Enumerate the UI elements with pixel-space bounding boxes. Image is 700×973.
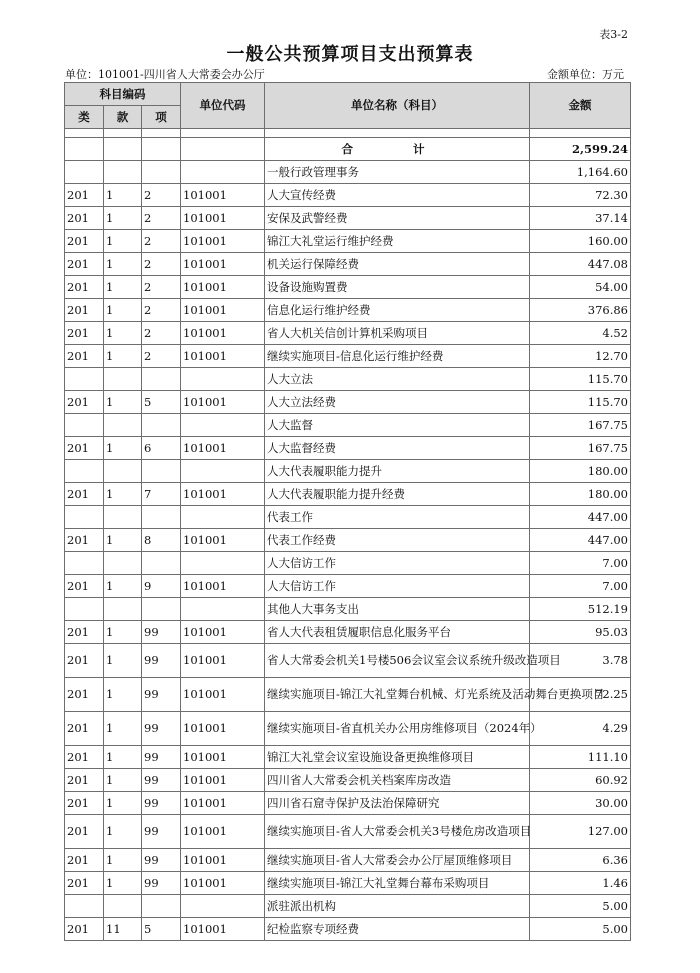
unit-name-cell: 继续实施项目-信息化运行维护经费 xyxy=(265,345,530,368)
lei-cell: 201 xyxy=(65,792,104,815)
lei-cell: 201 xyxy=(65,299,104,322)
lei-cell xyxy=(65,552,104,575)
amount-cell: 127.00 xyxy=(530,815,631,849)
kuan-cell: 1 xyxy=(104,792,142,815)
xiang-cell: 99 xyxy=(142,769,181,792)
table-row xyxy=(65,184,631,207)
table-row xyxy=(65,345,631,368)
unit-code-cell: 101001 xyxy=(181,918,265,941)
currency-unit: 金额单位：万元 xyxy=(547,68,624,81)
xiang-cell: 6 xyxy=(142,437,181,460)
unit-code-cell: 101001 xyxy=(181,322,265,345)
xiang-cell xyxy=(142,552,181,575)
budget-table xyxy=(64,82,631,941)
table-row xyxy=(65,322,631,345)
kuan-cell: 1 xyxy=(104,299,142,322)
unit-code-cell: 101001 xyxy=(181,769,265,792)
xiang-cell: 99 xyxy=(142,792,181,815)
lei-cell: 201 xyxy=(65,276,104,299)
lei-cell: 201 xyxy=(65,644,104,678)
unit-name-cell: 锦江大礼堂会议室设施设备更换维修项目 xyxy=(265,746,530,769)
unit-name-cell: 继续实施项目-锦江大礼堂舞台机械、灯光系统及活动舞台更换项目 xyxy=(265,678,530,712)
amount-cell: 60.92 xyxy=(530,769,631,792)
total-label: 合 计 xyxy=(265,138,530,161)
kuan-cell xyxy=(104,368,142,391)
total-row xyxy=(65,138,631,161)
table-row xyxy=(65,678,631,712)
xiang-cell: 99 xyxy=(142,644,181,678)
unit-code-cell: 101001 xyxy=(181,644,265,678)
xiang-cell: 2 xyxy=(142,322,181,345)
unit-name-cell: 人大信访工作 xyxy=(265,552,530,575)
kuan-cell xyxy=(104,598,142,621)
lei-cell xyxy=(65,598,104,621)
reporting-unit: 单位：101001-四川省人大常委会办公厅 xyxy=(65,68,265,81)
table-row xyxy=(65,769,631,792)
unit-name-cell: 纪检监察专项经费 xyxy=(265,918,530,941)
table-row xyxy=(65,712,631,746)
page-title: 一般公共预算项目支出预算表 xyxy=(226,44,474,65)
lei-header: 类 xyxy=(65,106,104,129)
unit-name-cell: 继续实施项目-锦江大礼堂舞台幕布采购项目 xyxy=(265,872,530,895)
lei-cell: 201 xyxy=(65,918,104,941)
kuan-cell: 1 xyxy=(104,207,142,230)
amount-cell: 111.10 xyxy=(530,746,631,769)
table-row xyxy=(65,506,631,529)
kuan-cell: 1 xyxy=(104,815,142,849)
xiang-cell: 8 xyxy=(142,529,181,552)
unit-name-cell: 人大代表履职能力提升经费 xyxy=(265,483,530,506)
kuan-cell: 1 xyxy=(104,529,142,552)
unit-code-cell xyxy=(181,161,265,184)
unit-code-cell: 101001 xyxy=(181,230,265,253)
unit-code-cell: 101001 xyxy=(181,792,265,815)
kuan-cell: 1 xyxy=(104,746,142,769)
amount-cell: 115.70 xyxy=(530,368,631,391)
table-body xyxy=(65,129,631,941)
unit-code-cell: 101001 xyxy=(181,529,265,552)
amount-cell: 1,164.60 xyxy=(530,161,631,184)
unit-code-cell xyxy=(181,895,265,918)
table-row xyxy=(65,552,631,575)
lei-cell: 201 xyxy=(65,253,104,276)
kuan-cell: 1 xyxy=(104,230,142,253)
lei-cell: 201 xyxy=(65,678,104,712)
unit-name-cell: 省人大常委会机关1号楼506会议室会议系统升级改造项目 xyxy=(265,644,530,678)
unit-name-cell: 省人大代表租赁履职信息化服务平台 xyxy=(265,621,530,644)
unit-name-cell: 一般行政管理事务 xyxy=(265,161,530,184)
lei-cell: 201 xyxy=(65,345,104,368)
xiang-cell: 9 xyxy=(142,575,181,598)
unit-name-cell: 人大立法经费 xyxy=(265,391,530,414)
kuan-cell: 1 xyxy=(104,644,142,678)
unit-name-cell: 四川省人大常委会机关档案库房改造 xyxy=(265,769,530,792)
unit-code-cell: 101001 xyxy=(181,299,265,322)
xiang-cell: 2 xyxy=(142,299,181,322)
kuan-cell: 1 xyxy=(104,678,142,712)
unit-code-cell xyxy=(181,414,265,437)
amount-cell: 5.00 xyxy=(530,895,631,918)
table-row xyxy=(65,815,631,849)
unit-code-cell xyxy=(181,552,265,575)
unit-name-cell: 信息化运行维护经费 xyxy=(265,299,530,322)
lei-cell: 201 xyxy=(65,872,104,895)
unit-code-cell xyxy=(181,368,265,391)
table-row xyxy=(65,207,631,230)
xiang-cell: 99 xyxy=(142,872,181,895)
lei-cell: 201 xyxy=(65,815,104,849)
table-row xyxy=(65,391,631,414)
amount-cell: 376.86 xyxy=(530,299,631,322)
unit-name-cell: 继续实施项目-省人大常委会机关3号楼危房改造项目 xyxy=(265,815,530,849)
lei-cell xyxy=(65,460,104,483)
xiang-cell xyxy=(142,161,181,184)
xiang-cell xyxy=(142,598,181,621)
unit-name-header: 单位名称（科目） xyxy=(265,83,530,129)
xiang-cell: 5 xyxy=(142,391,181,414)
table-row xyxy=(65,792,631,815)
amount-cell: 512.19 xyxy=(530,598,631,621)
table-row xyxy=(65,621,631,644)
kuan-cell: 1 xyxy=(104,322,142,345)
xiang-header: 项 xyxy=(142,106,181,129)
table-row xyxy=(65,230,631,253)
unit-name-cell: 人大信访工作 xyxy=(265,575,530,598)
lei-cell: 201 xyxy=(65,769,104,792)
unit-code-cell: 101001 xyxy=(181,184,265,207)
lei-cell: 201 xyxy=(65,184,104,207)
lei-cell: 201 xyxy=(65,712,104,746)
kuan-cell: 1 xyxy=(104,184,142,207)
lei-cell xyxy=(65,506,104,529)
unit-name-cell: 机关运行保障经费 xyxy=(265,253,530,276)
amount-cell: 167.75 xyxy=(530,414,631,437)
unit-code-cell: 101001 xyxy=(181,678,265,712)
xiang-cell: 5 xyxy=(142,918,181,941)
lei-cell: 201 xyxy=(65,621,104,644)
amount-cell: 72.30 xyxy=(530,184,631,207)
table-row xyxy=(65,529,631,552)
unit-code-cell: 101001 xyxy=(181,621,265,644)
amount-cell: 1.46 xyxy=(530,872,631,895)
lei-cell: 201 xyxy=(65,322,104,345)
lei-cell: 201 xyxy=(65,575,104,598)
table-row xyxy=(65,437,631,460)
unit-name-cell: 继续实施项目-省直机关办公用房维修项目（2024年） xyxy=(265,712,530,746)
unit-name-cell: 代表工作经费 xyxy=(265,529,530,552)
xiang-cell xyxy=(142,460,181,483)
amount-header: 金额 xyxy=(530,83,631,129)
unit-code-cell: 101001 xyxy=(181,207,265,230)
unit-name-cell: 省人大机关信创计算机采购项目 xyxy=(265,322,530,345)
kuan-cell: 1 xyxy=(104,253,142,276)
table-row xyxy=(65,368,631,391)
xiang-cell: 2 xyxy=(142,345,181,368)
amount-cell: 37.14 xyxy=(530,207,631,230)
amount-cell: 72.25 xyxy=(530,678,631,712)
unit-code-cell: 101001 xyxy=(181,815,265,849)
amount-cell: 7.00 xyxy=(530,552,631,575)
table-row xyxy=(65,895,631,918)
xiang-cell: 99 xyxy=(142,678,181,712)
kuan-cell: 1 xyxy=(104,872,142,895)
table-row xyxy=(65,460,631,483)
lei-cell: 201 xyxy=(65,849,104,872)
table-row xyxy=(65,483,631,506)
amount-cell: 160.00 xyxy=(530,230,631,253)
unit-code-cell: 101001 xyxy=(181,849,265,872)
amount-cell: 180.00 xyxy=(530,483,631,506)
xiang-cell: 99 xyxy=(142,712,181,746)
unit-code-cell: 101001 xyxy=(181,345,265,368)
amount-cell: 115.70 xyxy=(530,391,631,414)
kuan-cell: 1 xyxy=(104,712,142,746)
xiang-cell xyxy=(142,895,181,918)
amount-cell: 447.00 xyxy=(530,529,631,552)
lei-cell: 201 xyxy=(65,437,104,460)
spacer-row xyxy=(65,129,631,138)
unit-name-cell: 四川省石窟寺保护及法治保障研究 xyxy=(265,792,530,815)
amount-cell: 180.00 xyxy=(530,460,631,483)
unit-name-cell: 安保及武警经费 xyxy=(265,207,530,230)
kuan-cell: 1 xyxy=(104,483,142,506)
amount-cell: 447.00 xyxy=(530,506,631,529)
lei-cell xyxy=(65,895,104,918)
table-row xyxy=(65,575,631,598)
kuan-cell: 1 xyxy=(104,437,142,460)
unit-code-cell: 101001 xyxy=(181,276,265,299)
amount-cell: 447.08 xyxy=(530,253,631,276)
kuan-cell: 1 xyxy=(104,621,142,644)
unit-name-cell: 派驻派出机构 xyxy=(265,895,530,918)
amount-cell: 3.78 xyxy=(530,644,631,678)
amount-cell: 4.29 xyxy=(530,712,631,746)
unit-name-cell: 代表工作 xyxy=(265,506,530,529)
table-row xyxy=(65,644,631,678)
amount-cell: 167.75 xyxy=(530,437,631,460)
kuan-cell xyxy=(104,460,142,483)
amount-cell: 54.00 xyxy=(530,276,631,299)
unit-name-cell: 人大代表履职能力提升 xyxy=(265,460,530,483)
unit-name-cell: 设备设施购置费 xyxy=(265,276,530,299)
kuan-cell xyxy=(104,506,142,529)
kuan-cell: 1 xyxy=(104,345,142,368)
table-row xyxy=(65,276,631,299)
unit-code-cell xyxy=(181,460,265,483)
unit-name-cell: 锦江大礼堂运行维护经费 xyxy=(265,230,530,253)
unit-code-cell: 101001 xyxy=(181,391,265,414)
unit-name-cell: 继续实施项目-省人大常委会办公厅屋顶维修项目 xyxy=(265,849,530,872)
unit-name-cell: 人大监督 xyxy=(265,414,530,437)
xiang-cell: 2 xyxy=(142,184,181,207)
amount-cell: 95.03 xyxy=(530,621,631,644)
unit-code-header: 单位代码 xyxy=(181,83,265,129)
table-row xyxy=(65,918,631,941)
table-row xyxy=(65,161,631,184)
amount-cell: 5.00 xyxy=(530,918,631,941)
unit-code-cell: 101001 xyxy=(181,872,265,895)
unit-code-cell: 101001 xyxy=(181,575,265,598)
total-amount: 2,599.24 xyxy=(530,138,631,161)
unit-code-cell: 101001 xyxy=(181,437,265,460)
unit-code-cell: 101001 xyxy=(181,712,265,746)
lei-cell xyxy=(65,414,104,437)
lei-cell: 201 xyxy=(65,207,104,230)
kuan-cell xyxy=(104,161,142,184)
table-row xyxy=(65,746,631,769)
lei-cell: 201 xyxy=(65,483,104,506)
unit-code-cell xyxy=(181,506,265,529)
kuan-cell: 1 xyxy=(104,391,142,414)
amount-cell: 4.52 xyxy=(530,322,631,345)
lei-cell: 201 xyxy=(65,529,104,552)
xiang-cell: 99 xyxy=(142,815,181,849)
amount-cell: 7.00 xyxy=(530,575,631,598)
lei-cell: 201 xyxy=(65,746,104,769)
kuan-cell xyxy=(104,414,142,437)
table-row xyxy=(65,414,631,437)
kuan-cell xyxy=(104,552,142,575)
kuan-cell: 1 xyxy=(104,769,142,792)
unit-code-cell: 101001 xyxy=(181,253,265,276)
xiang-cell xyxy=(142,414,181,437)
amount-cell: 6.36 xyxy=(530,849,631,872)
xiang-cell: 2 xyxy=(142,230,181,253)
table-row xyxy=(65,872,631,895)
kuan-cell: 1 xyxy=(104,849,142,872)
unit-name-cell: 人大宣传经费 xyxy=(265,184,530,207)
unit-name-cell: 人大监督经费 xyxy=(265,437,530,460)
amount-cell: 30.00 xyxy=(530,792,631,815)
unit-name-cell: 人大立法 xyxy=(265,368,530,391)
xiang-cell: 7 xyxy=(142,483,181,506)
xiang-cell: 2 xyxy=(142,276,181,299)
subject-code-header: 科目编码 xyxy=(65,83,181,106)
xiang-cell: 99 xyxy=(142,849,181,872)
table-row xyxy=(65,253,631,276)
table-row xyxy=(65,299,631,322)
xiang-cell: 2 xyxy=(142,253,181,276)
kuan-cell xyxy=(104,895,142,918)
unit-code-cell: 101001 xyxy=(181,483,265,506)
kuan-cell: 11 xyxy=(104,918,142,941)
kuan-cell: 1 xyxy=(104,276,142,299)
table-row xyxy=(65,598,631,621)
unit-name-cell: 其他人大事务支出 xyxy=(265,598,530,621)
table-number: 表3-2 xyxy=(599,28,628,41)
table-row xyxy=(65,849,631,872)
kuan-header: 款 xyxy=(104,106,142,129)
unit-code-cell xyxy=(181,598,265,621)
amount-cell: 12.70 xyxy=(530,345,631,368)
xiang-cell xyxy=(142,506,181,529)
lei-cell: 201 xyxy=(65,391,104,414)
lei-cell xyxy=(65,368,104,391)
kuan-cell: 1 xyxy=(104,575,142,598)
xiang-cell: 99 xyxy=(142,621,181,644)
unit-code-cell: 101001 xyxy=(181,746,265,769)
xiang-cell: 2 xyxy=(142,207,181,230)
lei-cell: 201 xyxy=(65,230,104,253)
lei-cell xyxy=(65,161,104,184)
xiang-cell xyxy=(142,368,181,391)
xiang-cell: 99 xyxy=(142,746,181,769)
